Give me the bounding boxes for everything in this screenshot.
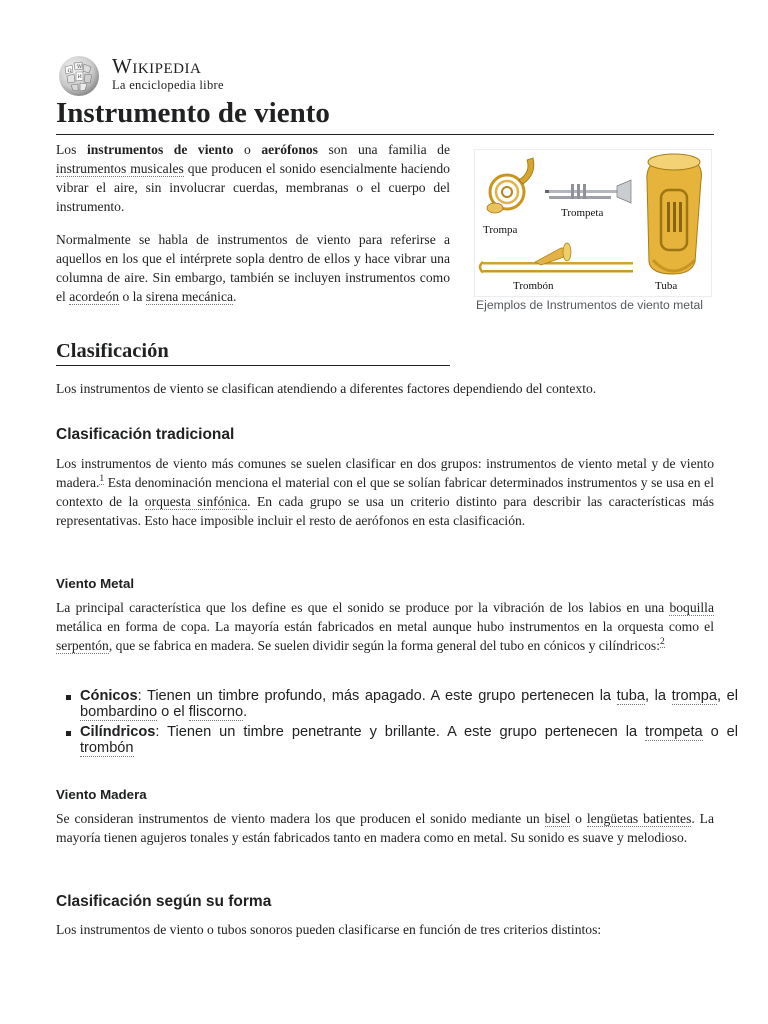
link-fliscorno[interactable]: fliscorno	[188, 704, 244, 720]
intro-paragraph-1: Los instrumentos de viento o aerófonos son una familia de instrumentos musicales que producen el sonido esencialmente haciendo vibrar el aire, sin involucrar cuerdas, membranas o el cuerpo del instrumento.	[56, 142, 451, 214]
viento-metal-paragraph: La principal característica que los define es que el sonido se produce por la vibración de los labios en una boquilla metálica en forma de copa. La mayoría están fabricados en metal aunque hubo instrumentos en la orquesta como el serpentón, que se fabrica en madera. Se suelen dividir según la forma general del tubo en cónicos y cilíndricos:$^2$	[56, 600, 714, 653]
figure-label-trombon: Trombón	[513, 280, 554, 292]
viento-madera-paragraph: Se consideran instrumentos de viento madera los que producen el sonido mediante un bisel o lengüetas batientes. La mayoría tienen agujeros tonales y están fabricados tanto en madera como en metal. Su sonido es suave y melodioso.	[56, 811, 715, 845]
link-orquesta-sinfonica[interactable]: orquesta sinfónica	[144, 494, 248, 509]
link-trombon[interactable]: trombón	[80, 740, 134, 756]
trompeta-image	[545, 180, 631, 203]
site-wordmark[interactable]	[112, 55, 201, 77]
tuba-image	[647, 154, 702, 274]
reference-1[interactable]: 1	[99, 474, 105, 485]
link-trompa[interactable]: trompa	[671, 688, 718, 704]
link-trompeta[interactable]: trompeta	[645, 724, 703, 740]
reference-2[interactable]: 2	[659, 637, 665, 648]
bold-term-instrumentos: instrumentos de viento	[86, 142, 234, 157]
wikipedia-globe-icon[interactable]	[55, 53, 103, 98]
subsubsection-heading-viento-metal: Viento Metal	[56, 576, 135, 591]
site-name: Wikipedia	[112, 54, 202, 78]
link-bisel[interactable]: bisel	[544, 811, 571, 826]
trompa-image	[487, 158, 534, 213]
figure-label-trompeta: Trompeta	[561, 207, 604, 219]
link-serpenton[interactable]: serpentón	[56, 638, 109, 653]
link-instrumentos-musicales[interactable]: instrumentos musicales	[56, 161, 184, 176]
list-item-cilindricos: Cilíndricos: Tienen un timbre penetrante y brillante. A este grupo pertenecen la trompeta o el trombón	[80, 724, 738, 756]
svg-text:W: W	[77, 64, 83, 70]
svg-text:И: И	[77, 74, 82, 80]
title-divider	[56, 134, 714, 135]
intro-paragraph-2: Normalmente se habla de instrumentos de viento para referirse a aquellos en los que el intérprete sopla dentro de ellos y hace vibrar una columna de aire. Sin embargo, también se incluyen instrumentos como el acordeón o la sirena mecánica.	[56, 232, 450, 304]
trombon-image	[480, 243, 633, 273]
link-bombardino[interactable]: bombardino	[80, 704, 158, 720]
section-divider	[56, 365, 450, 366]
page-title: Instrumento de viento	[56, 97, 330, 129]
site-tagline: La enciclopedia libre	[112, 78, 224, 92]
metal-types-list	[56, 688, 738, 760]
subsection-heading-tradicional: Clasificación tradicional	[56, 426, 235, 443]
instruments-illustration	[475, 150, 711, 296]
section-heading-clasificacion: Clasificación	[56, 340, 169, 362]
instruments-figure[interactable]	[474, 149, 712, 297]
figure-caption: Ejemplos de Instrumentos de viento metal	[476, 298, 703, 312]
link-boquilla[interactable]: boquilla	[669, 600, 714, 615]
clasificacion-paragraph: Los instrumentos de viento se clasifican atendiendo a diferentes factores dependiendo del contexto.	[56, 381, 597, 396]
subsubsection-heading-viento-madera: Viento Madera	[56, 787, 147, 802]
subsection-heading-forma: Clasificación según su forma	[56, 893, 272, 910]
link-sirena-mecanica[interactable]: sirena mecánica	[145, 289, 234, 304]
link-lenguetas-batientes[interactable]: lengüetas batientes	[586, 811, 692, 826]
bold-term-aerofonos: aerófonos	[261, 142, 318, 157]
link-acordeon[interactable]: acordeón	[69, 289, 120, 304]
forma-paragraph: Los instrumentos de viento o tubos sonoros pueden clasificarse en función de tres criterios distintos:	[56, 922, 602, 937]
figure-label-trompa: Trompa	[483, 224, 518, 236]
list-item-conicos: Cónicos: Tienen un timbre profundo, más apagado. A este grupo pertenecen la tuba, la trompa, el bombardino o el fliscorno.	[80, 688, 739, 720]
svg-text:Ω: Ω	[67, 68, 72, 74]
tradicional-paragraph: Los instrumentos de viento más comunes se suelen clasificar en dos grupos: instrumentos de viento metal y de viento madera.$^1$ Esta denominación menciona el material con el que se solían fabricar determinados instrumentos y se usa en el contexto de la orquesta sinfónica. En cada grupo se usa un criterio distinto para describir las características más representativas. Esto hace imposible incluir el resto de aerófonos en esta clasificación.	[56, 456, 714, 528]
figure-label-tuba: Tuba	[655, 280, 678, 292]
link-tuba[interactable]: tuba	[616, 688, 646, 704]
